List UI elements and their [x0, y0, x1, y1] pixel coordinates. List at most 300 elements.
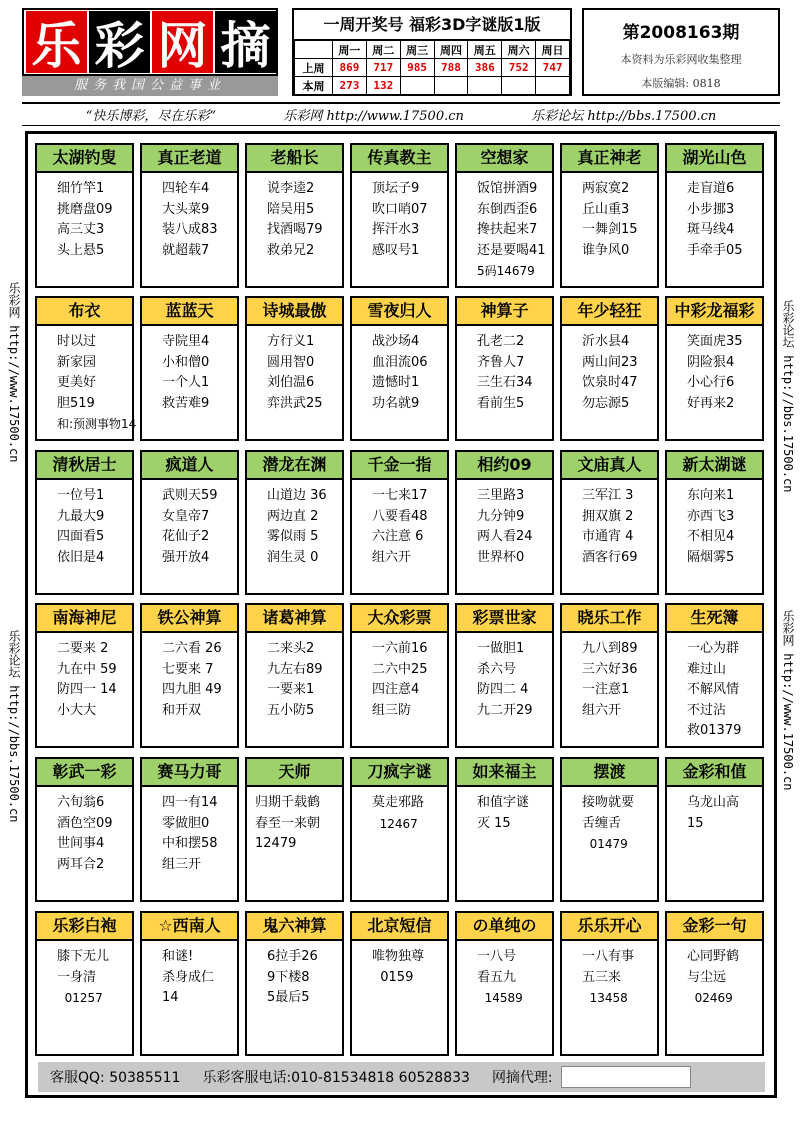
- riddle-text: [667, 941, 762, 1009]
- riddle-card: [455, 603, 554, 748]
- riddle-line: 和:预测事物14: [57, 417, 137, 431]
- riddle-line: 归期千载鹤: [255, 795, 321, 810]
- slogan-quote: “快乐博彩，尽在乐彩”: [85, 109, 216, 124]
- day-label: 周三: [400, 41, 434, 59]
- riddle-author: 中彩龙福彩: [667, 298, 762, 326]
- day-label: 周五: [468, 41, 502, 59]
- riddle-card: [35, 603, 134, 748]
- riddle-line: 一八有事: [582, 949, 635, 964]
- customer-qq: 客服QQ: 50385511: [50, 1070, 181, 1086]
- issue-info: [582, 8, 780, 96]
- riddle-card: [35, 450, 134, 595]
- riddle-line: 九分钟9: [477, 508, 525, 524]
- riddle-line: 救苦难9: [162, 395, 210, 411]
- draw-row: [295, 59, 570, 77]
- riddle-author: 如来福主: [457, 759, 552, 787]
- riddle-author: 乐彩白袍: [37, 913, 132, 941]
- riddle-author: ☆西南人: [142, 913, 237, 941]
- draw-title: 一周开奖号 福彩3D字谜版1版: [294, 10, 570, 40]
- riddle-author: 年少轻狂: [562, 298, 657, 326]
- riddle-author: 新太湖谜: [667, 452, 762, 480]
- riddle-author: の单纯の: [457, 913, 552, 941]
- riddle-card: [665, 603, 764, 748]
- issue-editor: 本版编辑: 0818: [641, 77, 721, 90]
- riddle-line: 0159: [372, 969, 414, 985]
- day-label: 周二: [366, 41, 400, 59]
- draw-number: 132: [366, 77, 400, 95]
- riddle-text: [352, 173, 447, 261]
- riddle-line: 七要来 7: [162, 661, 214, 677]
- footer: [38, 1062, 765, 1092]
- logo-char: 乐: [26, 11, 87, 73]
- riddle-line: 饮泉时47: [582, 375, 638, 390]
- riddle-card: [560, 757, 659, 902]
- riddle-line: 01257: [57, 991, 103, 1005]
- riddle-line: 杀六号: [477, 661, 517, 677]
- riddle-card: [140, 450, 239, 595]
- riddle-line: 拥双旗 2: [582, 508, 634, 524]
- riddle-line: 阴险狠4: [687, 354, 735, 370]
- riddle-line: 一八号: [477, 949, 517, 964]
- riddle-line: 不过沾: [687, 702, 727, 718]
- riddle-line: 不解风情: [687, 682, 740, 697]
- riddle-line: 12467: [372, 816, 418, 831]
- riddle-author: 雪夜归人: [352, 298, 447, 326]
- draw-number: 869: [333, 59, 367, 77]
- riddle-author: 相约09: [457, 452, 552, 480]
- riddle-line: 武则天59: [162, 488, 218, 503]
- row-label: 本周: [295, 77, 333, 95]
- riddle-card: [35, 757, 134, 902]
- side-url-right-bottom: 乐彩网 http://www.17500.cn: [781, 610, 795, 791]
- riddle-line: 饭馆拼酒9: [477, 181, 538, 196]
- riddle-line: 亦西飞3: [687, 508, 735, 524]
- riddle-line: 组三防: [372, 702, 412, 718]
- riddle-line: 依旧是4: [57, 549, 105, 565]
- riddle-card: [560, 911, 659, 1056]
- riddle-line: 二要来 2: [57, 641, 109, 656]
- riddle-line: 东倒西歪6: [477, 201, 538, 217]
- riddle-line: 强开放4: [162, 549, 210, 565]
- riddle-text: [667, 326, 762, 414]
- riddle-line: 14589: [477, 991, 523, 1005]
- riddle-line: 一位号1: [57, 488, 105, 503]
- riddle-author: 大众彩票: [352, 605, 447, 633]
- riddle-author: 蓝蓝天: [142, 298, 237, 326]
- riddle-text: [37, 787, 132, 875]
- riddle-author: 文庙真人: [562, 452, 657, 480]
- riddle-line: 两耳合2: [57, 856, 105, 872]
- draw-results: [292, 8, 572, 96]
- riddle-line: 勿忘源5: [582, 395, 630, 411]
- riddle-line: 小和僧0: [162, 354, 210, 370]
- header: [0, 0, 800, 100]
- forum-link[interactable]: 乐彩论坛 http://bbs.17500.cn: [531, 109, 717, 124]
- riddle-text: [37, 173, 132, 261]
- draw-number: [468, 77, 502, 95]
- riddle-line: 四轮车4: [162, 181, 210, 196]
- riddle-author: 老船长: [247, 145, 342, 173]
- customer-phone: 乐彩客服电话:010-81534818 60528833: [202, 1070, 470, 1086]
- riddle-line: 世界杯0: [477, 549, 525, 565]
- riddle-card: [455, 450, 554, 595]
- riddle-text: [37, 480, 132, 568]
- riddle-card: [245, 757, 344, 902]
- riddle-line: 东向来1: [687, 488, 735, 503]
- riddle-card: [560, 450, 659, 595]
- riddle-line: 5最后5: [267, 990, 310, 1005]
- riddle-text: [352, 326, 447, 414]
- riddle-line: 救01379: [687, 723, 742, 738]
- riddle-text: [457, 326, 552, 414]
- riddle-text: [562, 941, 657, 1009]
- riddle-author: 彰武一彩: [37, 759, 132, 787]
- riddle-line: 沂水县4: [582, 334, 630, 349]
- riddle-author: 金彩和值: [667, 759, 762, 787]
- logo-char: 彩: [89, 11, 150, 73]
- riddle-card: [350, 296, 449, 441]
- riddle-text: [667, 633, 762, 742]
- riddle-line: 更美好: [57, 375, 97, 390]
- riddle-line: 中和摆58: [162, 836, 218, 851]
- draw-number: 747: [536, 59, 570, 77]
- riddle-line: 组六开: [582, 702, 622, 718]
- riddle-line: 就超载7: [162, 242, 210, 258]
- riddle-line: 两人看24: [477, 529, 533, 544]
- draw-header-row: [295, 41, 570, 59]
- riddle-line: 一要来1: [267, 682, 315, 697]
- riddle-line: 雾似雨 5: [267, 529, 319, 544]
- riddle-line: 吹口哨07: [372, 201, 428, 217]
- riddle-line: 细竹竿1: [57, 181, 105, 196]
- riddle-text: [667, 787, 762, 834]
- riddle-line: 小心行6: [687, 375, 735, 390]
- riddle-card: [665, 757, 764, 902]
- riddle-line: 二六看 26: [162, 641, 222, 656]
- riddle-line: 顶坛子9: [372, 181, 420, 196]
- riddle-line: 小步挪3: [687, 201, 735, 217]
- slogan-bar: [22, 102, 780, 126]
- riddle-line: 杀身成仁: [162, 969, 215, 985]
- riddle-author: 湖光山色: [667, 145, 762, 173]
- riddle-line: 一六前16: [372, 641, 428, 656]
- riddle-card: [350, 911, 449, 1056]
- riddle-author: 铁公神算: [142, 605, 237, 633]
- riddle-line: 14: [162, 990, 179, 1005]
- riddle-card: [560, 296, 659, 441]
- day-label: 周四: [434, 41, 468, 59]
- riddle-text: [247, 633, 342, 721]
- riddle-text: [142, 633, 237, 721]
- riddle-line: 5码14679: [477, 264, 535, 278]
- riddle-line: 战沙场4: [372, 334, 420, 349]
- logo: [22, 8, 278, 76]
- riddle-line: 一心为群: [687, 641, 740, 656]
- riddle-line: 九八到89: [582, 641, 638, 656]
- riddle-text: [562, 480, 657, 568]
- riddle-line: 大头菜9: [162, 201, 210, 217]
- riddle-line: 山道边 36: [267, 488, 327, 503]
- riddle-card: [140, 757, 239, 902]
- draw-number: 717: [366, 59, 400, 77]
- riddle-card: [350, 603, 449, 748]
- riddle-author: 真正老道: [142, 145, 237, 173]
- riddle-line: 四注意4: [372, 682, 420, 697]
- riddle-text: [352, 480, 447, 568]
- issue-number: 第2008163期: [622, 23, 740, 43]
- riddle-line: 圆用智0: [267, 354, 315, 370]
- day-label: 周一: [333, 41, 367, 59]
- riddle-card: [665, 911, 764, 1056]
- riddle-line: 挑磨盘09: [57, 201, 113, 217]
- riddle-line: 乌龙山高: [687, 795, 740, 810]
- riddle-line: 看五九: [477, 969, 517, 985]
- riddle-card: [665, 296, 764, 441]
- riddle-line: 二六中25: [372, 661, 428, 677]
- riddle-line: 五小防5: [267, 702, 315, 718]
- riddle-line: 走盲道6: [687, 181, 735, 196]
- riddle-line: 丘山重3: [582, 201, 630, 217]
- riddle-line: 三军江 3: [582, 488, 634, 503]
- riddle-line: 说李逵2: [267, 181, 315, 196]
- riddle-card: [245, 450, 344, 595]
- riddle-line: 酒客行69: [582, 549, 638, 565]
- side-url-left-top: 乐彩网 http://www.17500.cn: [7, 282, 21, 463]
- riddle-text: [247, 941, 342, 1009]
- riddle-text: [247, 480, 342, 568]
- riddle-line: 笑面虎35: [687, 334, 743, 349]
- riddle-line: 找酒喝79: [267, 222, 323, 237]
- riddle-line: 两山间23: [582, 354, 638, 370]
- riddle-card: [350, 450, 449, 595]
- riddle-line: 两边直 2: [267, 508, 319, 524]
- riddle-line: 寺院里4: [162, 334, 210, 349]
- riddle-author: 生死簿: [667, 605, 762, 633]
- riddle-line: 胆519: [57, 395, 95, 411]
- day-label: 周日: [536, 41, 570, 59]
- riddle-card: [35, 296, 137, 441]
- riddle-line: 和值字谜: [477, 795, 530, 810]
- riddle-text: [562, 787, 657, 855]
- riddle-line: 看前生5: [477, 395, 525, 411]
- riddle-line: 遗憾时1: [372, 375, 420, 390]
- riddle-card: [245, 603, 344, 748]
- riddle-line: 和开双: [162, 702, 202, 718]
- riddle-line: 头上悬5: [57, 242, 105, 258]
- riddle-text: [352, 633, 447, 721]
- draw-number: [434, 77, 468, 95]
- riddle-author: 诸葛神算: [247, 605, 342, 633]
- riddle-line: 灭 15: [477, 815, 511, 831]
- riddle-author: 布衣: [37, 298, 132, 326]
- row-label: 上周: [295, 59, 333, 77]
- riddle-line: 九左右89: [267, 661, 323, 677]
- riddle-author: 空想家: [457, 145, 552, 173]
- riddle-author: 北京短信: [352, 913, 447, 941]
- riddle-line: 两寂寞2: [582, 181, 630, 196]
- riddle-text: [247, 787, 342, 855]
- draw-number: 386: [468, 59, 502, 77]
- riddle-line: 花仙子2: [162, 529, 210, 544]
- riddle-card: [455, 911, 554, 1056]
- riddle-text: [457, 787, 552, 834]
- riddle-text: [142, 941, 237, 1009]
- riddle-line: 防四二 4: [477, 682, 529, 697]
- side-url-left-bottom: 乐彩论坛 http://bbs.17500.cn: [7, 630, 21, 823]
- riddle-text: [457, 941, 552, 1009]
- riddle-card: [35, 911, 134, 1056]
- riddle-line: 难过山: [687, 661, 727, 677]
- riddle-line: 一做胆1: [477, 641, 525, 656]
- riddle-line: 9下楼8: [267, 969, 310, 985]
- riddle-card: [560, 603, 659, 748]
- logo-char: 网: [152, 11, 213, 73]
- riddle-author: 赛马力哥: [142, 759, 237, 787]
- riddle-author: 刀疯字谜: [352, 759, 447, 787]
- riddle-text: [457, 173, 552, 282]
- riddle-line: 感叹号1: [372, 242, 420, 258]
- side-url-right-top: 乐彩论坛 http://bbs.17500.cn: [781, 300, 795, 493]
- riddle-line: 血泪流06: [372, 354, 428, 370]
- riddle-line: 春至一来朝: [255, 815, 321, 831]
- riddle-card: [665, 450, 764, 595]
- agent-label: 网摘代理:: [491, 1070, 553, 1086]
- riddle-line: 隔烟雾5: [687, 549, 735, 565]
- riddle-line: 世间事4: [57, 836, 105, 851]
- riddle-author: 传真教主: [352, 145, 447, 173]
- riddle-card: [140, 911, 239, 1056]
- riddle-line: 斑马线4: [687, 222, 735, 237]
- riddle-line: 四面看5: [57, 529, 105, 544]
- riddle-line: 谁争风0: [582, 242, 630, 258]
- riddle-line: 防四一 14: [57, 682, 117, 697]
- draw-number: 273: [333, 77, 367, 95]
- riddle-card: [245, 911, 344, 1056]
- riddle-line: 01479: [582, 837, 628, 851]
- draw-number: 788: [434, 59, 468, 77]
- riddle-line: 一个人1: [162, 375, 210, 390]
- riddle-line: 一注意1: [582, 682, 630, 697]
- agent-box: [561, 1066, 691, 1088]
- draw-number: 752: [502, 59, 536, 77]
- riddle-line: 一七来17: [372, 488, 428, 503]
- riddle-line: 九二开29: [477, 702, 533, 718]
- riddle-line: 莫走邪路: [372, 795, 425, 810]
- draw-table: [294, 40, 570, 95]
- riddle-line: 弈洪武25: [267, 395, 323, 411]
- riddle-text: [457, 633, 552, 721]
- riddle-line: 六注意 6: [372, 529, 424, 544]
- riddle-line: 搀扶起来7: [477, 222, 538, 237]
- riddle-line: 九最大9: [57, 508, 105, 524]
- draw-number: [502, 77, 536, 95]
- riddle-text: [142, 326, 237, 414]
- riddle-author: 摆渡: [562, 759, 657, 787]
- riddle-card: [455, 757, 554, 902]
- riddle-line: 八要看48: [372, 508, 428, 524]
- riddle-line: 小大大: [57, 702, 97, 718]
- riddle-card: [245, 143, 344, 288]
- riddle-author: 诗城最傲: [247, 298, 342, 326]
- riddle-author: 乐乐开心: [562, 913, 657, 941]
- riddle-line: 挥汗水3: [372, 222, 420, 237]
- riddle-card: [350, 757, 449, 902]
- riddle-card: [245, 296, 344, 441]
- riddle-line: 15: [687, 815, 704, 831]
- riddle-text: [247, 173, 342, 261]
- riddle-line: 一身清: [57, 969, 97, 985]
- riddle-line: 组六开: [372, 549, 412, 565]
- riddle-text: [562, 173, 657, 261]
- riddle-line: 功名就9: [372, 395, 420, 411]
- riddle-text: [667, 480, 762, 568]
- riddle-line: 时以过: [57, 334, 97, 349]
- riddle-line: 和谜!: [162, 949, 194, 964]
- logo-char: 摘: [215, 11, 276, 73]
- riddle-line: 三生石34: [477, 375, 533, 390]
- riddle-card: [35, 143, 134, 288]
- riddle-text: [352, 941, 447, 988]
- riddle-card: [455, 296, 554, 441]
- riddle-line: 六旬翁6: [57, 795, 105, 810]
- riddle-line: 酒色空09: [57, 815, 113, 831]
- riddle-line: 九在中 59: [57, 661, 117, 677]
- riddle-author: 神算子: [457, 298, 552, 326]
- riddle-card: [140, 143, 239, 288]
- riddle-card: [140, 296, 239, 441]
- riddle-line: 救弟兄2: [267, 242, 315, 258]
- riddle-text: [457, 480, 552, 568]
- riddle-card: [560, 143, 659, 288]
- riddle-line: 女皇帝7: [162, 508, 210, 524]
- riddle-card: [350, 143, 449, 288]
- riddle-line: 组三开: [162, 856, 202, 872]
- riddle-line: 手牵手05: [687, 242, 743, 258]
- riddle-author: 南海神尼: [37, 605, 132, 633]
- riddle-line: 13458: [582, 991, 628, 1005]
- riddle-text: [37, 633, 132, 721]
- riddle-author: 金彩一句: [667, 913, 762, 941]
- draw-number: [536, 77, 570, 95]
- riddle-text: [142, 173, 237, 261]
- draw-number: 985: [400, 59, 434, 77]
- riddle-author: 潜龙在渊: [247, 452, 342, 480]
- riddle-line: 好再来2: [687, 395, 735, 411]
- draw-row: [295, 77, 570, 95]
- logo-slogan: 服务我国公益事业: [22, 76, 278, 96]
- riddle-line: 12479: [255, 836, 297, 851]
- riddle-line: 唯物独尊: [372, 949, 425, 964]
- riddle-line: 四九胆 49: [162, 682, 222, 697]
- riddle-line: 零做胆0: [162, 815, 210, 831]
- riddle-line: 润生灵 0: [267, 549, 319, 565]
- riddle-line: 膝下无儿: [57, 949, 110, 964]
- riddle-author: 天师: [247, 759, 342, 787]
- site-link[interactable]: 乐彩网 http://www.17500.cn: [283, 109, 464, 124]
- riddle-line: 四一有14: [162, 795, 218, 810]
- riddle-text: [667, 173, 762, 261]
- riddle-line: 方行义1: [267, 334, 315, 349]
- riddle-line: 新家园: [57, 354, 97, 370]
- issue-source: 本资料为乐彩网收集整理: [620, 53, 742, 66]
- riddle-text: [142, 480, 237, 568]
- riddle-text: [562, 326, 657, 414]
- riddle-author: 千金一指: [352, 452, 447, 480]
- riddle-card: [140, 603, 239, 748]
- riddle-text: [352, 787, 447, 834]
- riddle-line: 一舞剑15: [582, 222, 638, 237]
- riddle-text: [562, 633, 657, 721]
